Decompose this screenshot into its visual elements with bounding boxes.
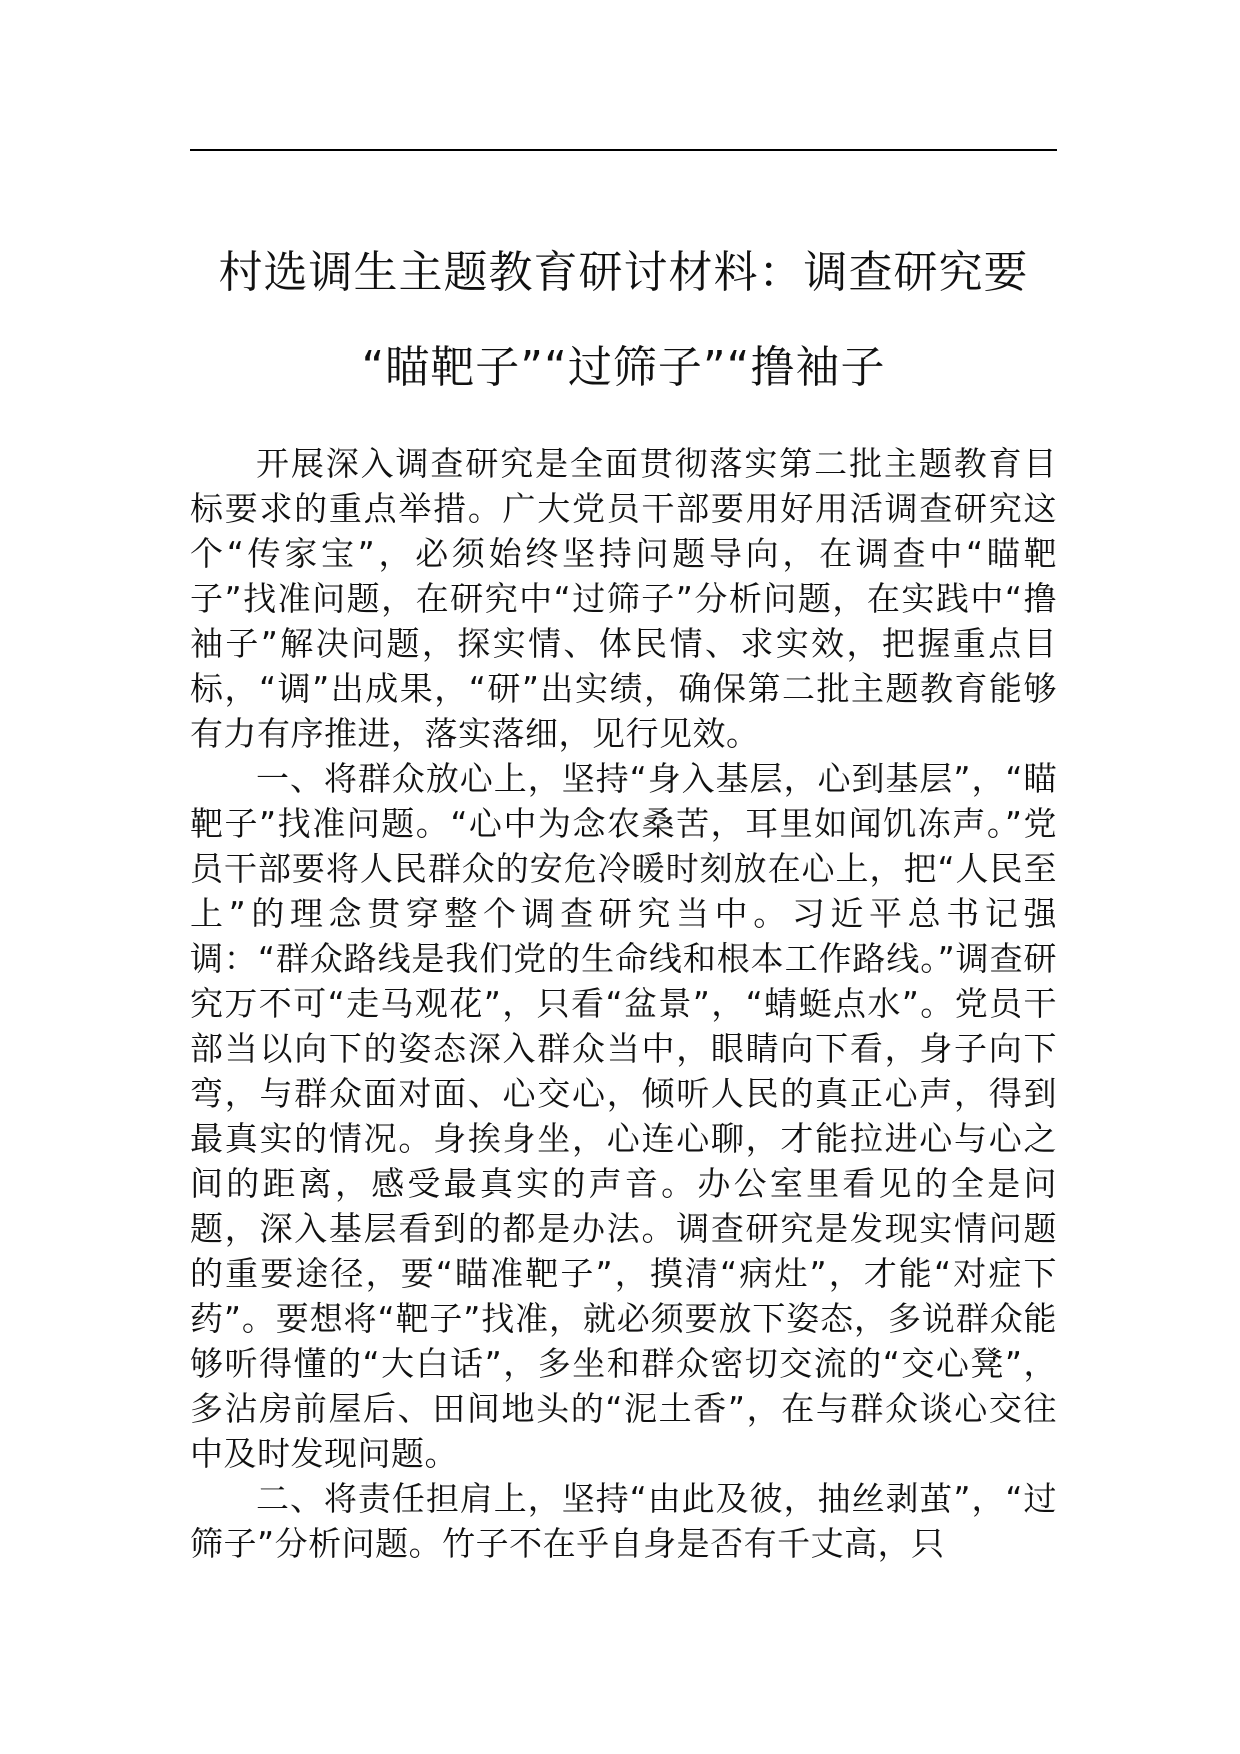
paragraph-intro: 开展深入调查研究是全面贯彻落实第二批主题教育目标要求的重点举措。广大党员干部要用好用活调查研究这个“传家宝”，必须始终坚持问题导向，在调查中“瞄靶子”找准问题，在研究中“过筛子”分析问题，在实践中“撸袖子”解决问题，探实情、体民情、求实效，把握重点目标，“调”出成果，“研”出实绩，确保第二批主题教育能够有力有序推进，落实落细，见行见效。 [190, 444, 1057, 753]
title-line-1: 村选调生主题教育研讨材料：调查研究要 [218, 247, 1029, 298]
paragraph-section-one: 一、将群众放心上，坚持“身入基层，心到基层”，“瞄靶子”找准问题。“心中为念农桑苦，耳里如闻饥冻声。”党员干部要将人民群众的安危冷暖时刻放在心上，把“人民至上”的理念贯穿整个调查研究当中。习近平总书记强调：“群众路线是我们党的生命线和根本工作路线。”调查研究万不可“走马观花”，只看“盆景”，“蜻蜓点水”。党员干部当以向下的姿态深入群众当中，眼睛向下看，身子向下弯，与群众面对面、心交心，倾听人民的真正心声，得到最真实的情况。身挨身坐，心连心聊，才能拉进心与心之间的距离，感受最真实的声音。办公室里看见的全是问题，深入基层看到的都是办法。调查研究是发现实情问题的重要途径，要“瞄准靶子”，摸清“病灶”，才能“对症下药”。要想将“靶子”找准，就必须要放下姿态，多说群众能够听得懂的“大白话”，多坐和群众密切交流的“交心凳”，多沾房前屋后、田间地头的“泥土香”，在与群众谈心交往中及时发现问题。 [190, 759, 1057, 1473]
title-line-2: “瞄靶子”“过筛子”“撸袖子 [361, 342, 886, 393]
paragraph-section-two: 二、将责任担肩上，坚持“由此及彼，抽丝剥茧”，“过筛子”分析问题。竹子不在乎自身是否有千丈高，只 [190, 1479, 1057, 1563]
document-body [190, 441, 1057, 1566]
document-title [190, 225, 1057, 415]
header-rule [190, 149, 1057, 151]
